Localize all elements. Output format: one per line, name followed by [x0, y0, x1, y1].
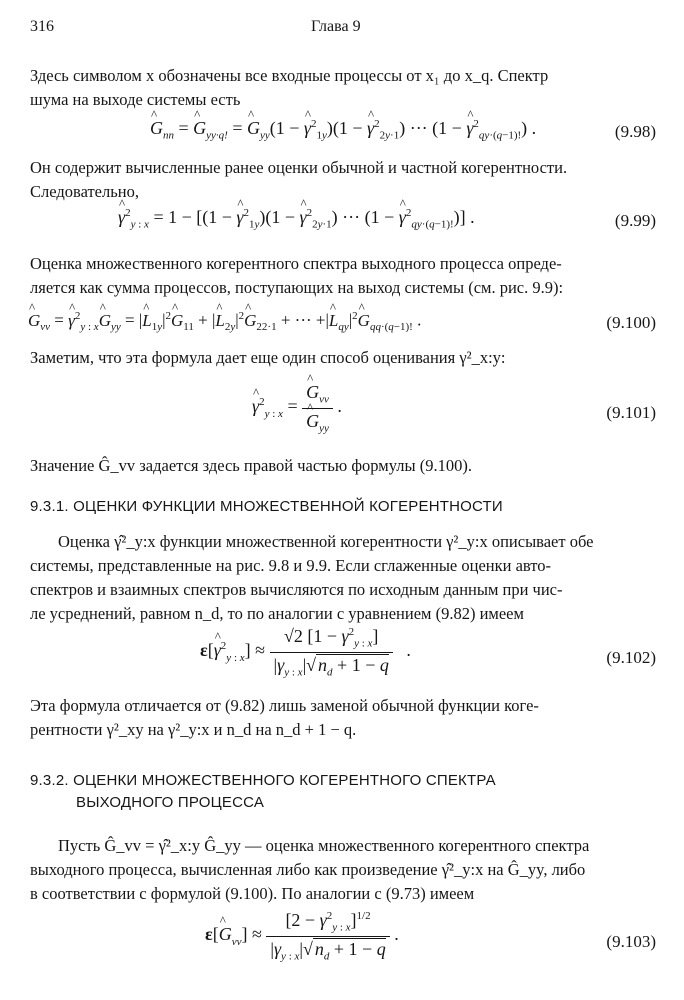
chapter-header: Глава 9	[311, 18, 361, 35]
section-heading-9-3-2-line-1: 9.3.2. ОЦЕНКИ МНОЖЕСТВЕННОГО КОГЕРЕНТНОГО СПЕКТРА	[30, 772, 496, 789]
equation-number-9-98: (9.98)	[614, 122, 656, 141]
equation-9-98: ^ $G_{nn}$ = ^ $G_{yy\cdot q!}$ = ^ $G_{yy}(1$ − ^ $\gamma^2_{1y})(1$ − ^ $\gamma^2_{2y\cdot 1}$) ··· (1 − ^ $\gamma^2_{qy\cdot(q-1)!}$) .	[150, 118, 536, 142]
paragraph-5: Значение Ĝ_vv задается здесь правой частью формулы (9.100).	[30, 456, 472, 475]
paragraph-7-line-1: Эта формула отличается от (9.82) лишь заменой обычной функции коге-	[30, 696, 539, 715]
paragraph-8-line-2: выходного процесса, вычисленная либо как произведение γ̂²_y:x на Ĝ_yy, либо	[30, 860, 586, 879]
paragraph-1-line-1: Здесь символом x обозначены все входные процессы от x₁ до x_q. Спектр	[30, 66, 549, 85]
paragraph-8-line-3: в соответствии с формулой (9.100). По аналогии с (9.73) имеем	[30, 884, 475, 903]
paragraph-3-line-1: Оценка множественного когерентного спектра выходного процесса опреде-	[30, 254, 562, 273]
equation-9-100: ^ $G_{vv}$ = ^ $\gamma^2_{y : x}\^{}$ $G_{yy}$ = |^ $L_{1y}|^2\^{}$ $G_{11}$ + |^ $L_{2y}|^2\^{}$ $G_{22\cdot 1}$ + ··· +|^ $L_{qy}|^2\^{}$ $G_{qq\cdot(q-1)!}$ .	[28, 310, 421, 333]
equation-number-9-103: (9.103)	[606, 932, 656, 951]
paragraph-7-line-2: рентности γ²_xy на γ²_y:x и n_d на n_d + 1 − q.	[30, 720, 357, 739]
paragraph-8-line-1: Пусть Ĝ_vv = γ̂²_x:y Ĝ_yy — оценка множественного когерентного спектра	[58, 836, 590, 855]
paragraph-1-line-2: шума на выходе системы есть	[30, 90, 241, 109]
equation-number-9-102: (9.102)	[606, 648, 656, 667]
paragraph-4: Заметим, что эта формула дает еще один способ оценивания γ²_x:y:	[30, 348, 506, 367]
equation-9-99: ^ $\gamma^2_{y : x} = 1 - [(1$ − ^ $\gamma^2_{1y})(1$ − ^ $\gamma^2_{2y\cdot 1}$) ··· (1 − ^ $\gamma^2_{qy\cdot(q-1)!}$)] .	[118, 207, 475, 231]
paragraph-2-line-1: Он содержит вычисленные ранее оценки обычной и частной когерентности.	[30, 158, 568, 177]
equation-number-9-99: (9.99)	[614, 211, 656, 230]
paragraph-3-line-2: ляется как сумма процессов, поступающих на выход системы (см. рис. 9.9):	[30, 278, 564, 297]
equation-number-9-101: (9.101)	[606, 403, 656, 422]
equation-9-103: ε[^ $G_{vv}$] ≈ $\frac{[2 - \gamma^2_{y : x}]^{1/2}}{|\gamma_{y : x}|√ n_d + 1 - q}$ .	[205, 910, 399, 962]
paragraph-6-line-4: ле усреднений, равном n_d, то по аналогии с уравнением (9.82) имеем	[30, 604, 524, 623]
paragraph-6-line-3: спектров и взаимных спектров вычисляются по исходным данным при чис-	[30, 580, 563, 599]
paragraph-6-line-2: системы, представленные на рис. 9.8 и 9.9. Если сглаженные оценки авто-	[30, 556, 552, 575]
equation-9-102: ε[^ $\gamma^2_{y : x}$] ≈ $\frac{√2 [1 - \gamma^2_{y : x}]}{|\gamma_{y : x}|√ n_d + 1 - q}$ .	[200, 626, 411, 678]
section-heading-9-3-1: 9.3.1. ОЦЕНКИ ФУНКЦИИ МНОЖЕСТВЕННОЙ КОГЕРЕНТНОСТИ	[30, 498, 503, 515]
page-number: 316	[30, 18, 54, 35]
equation-number-9-100: (9.100)	[606, 313, 656, 332]
paragraph-6-line-1: Оценка γ̂²_y:x функции множественной когерентности γ²_y:x описывает обе	[58, 532, 594, 551]
section-heading-9-3-2-line-2: ВЫХОДНОГО ПРОЦЕССА	[76, 794, 265, 811]
equation-9-101: ^ $\gamma^2_{y : x}$ = ^ $G_{vv}$ ^ $G_{yy}$ .	[252, 382, 342, 434]
paragraph-2-line-2: Следовательно,	[30, 182, 139, 201]
